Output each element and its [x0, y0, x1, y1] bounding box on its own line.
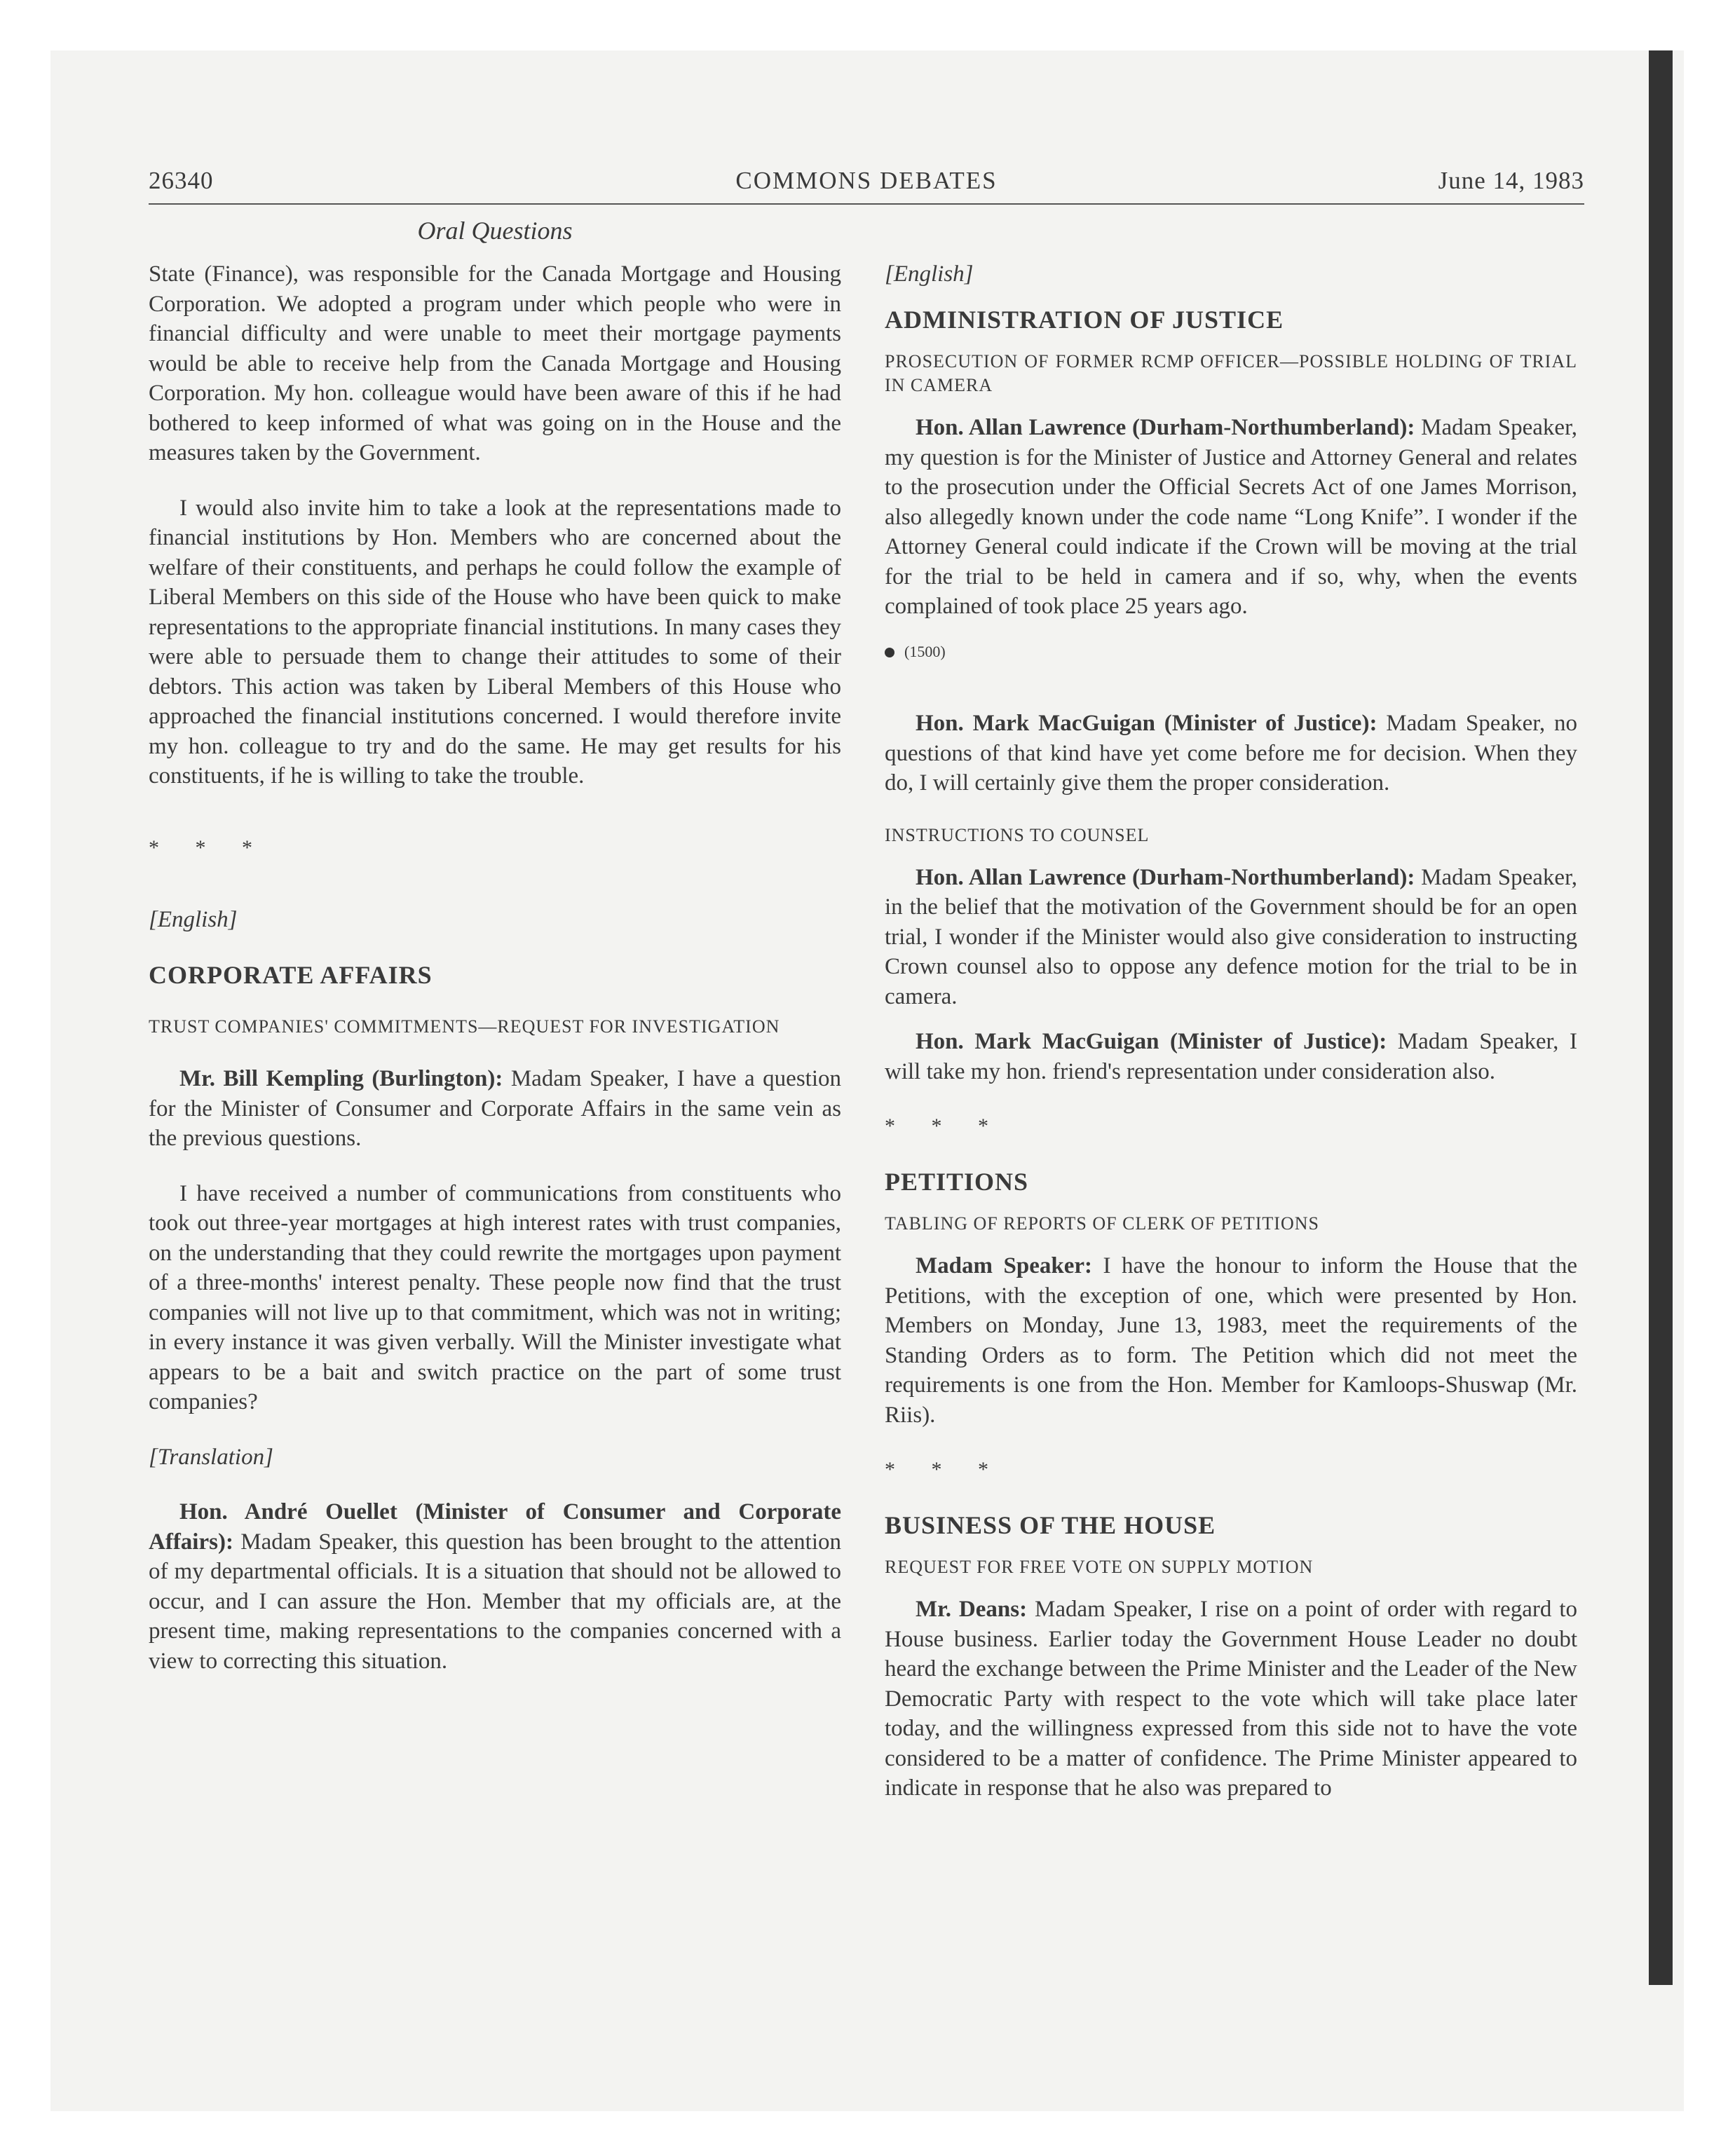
time-marker-text: (1500)	[904, 642, 946, 660]
speech-paragraph	[149, 1497, 841, 1676]
speech-paragraph	[885, 1251, 1577, 1430]
section-separator: * * *	[885, 1458, 1004, 1481]
speaker-name: Mr. Bill Kempling (Burlington):	[179, 1066, 503, 1091]
running-header	[149, 167, 1584, 205]
speech-text: Madam Speaker, no questions of that kind have yet come before me for decision. When they do, I will certainly give them the proper consideration.	[885, 711, 1577, 796]
speech-paragraph	[885, 709, 1577, 798]
section-heading: BUSINESS OF THE HOUSE	[885, 1510, 1216, 1539]
right-column	[885, 259, 1577, 1803]
speech-paragraph	[885, 863, 1577, 1012]
speaker-name: Hon. Mark MacGuigan (Minister of Justice):	[916, 711, 1377, 736]
speech-text: Madam Speaker, this question has been brought to the attention of my departmental officials. It is a situation that should not be allowed to occur, and I can assure the Hon. Member that my officials are, at the present time, making representations to the companies concerned with a view to correcting this situation.	[149, 1529, 841, 1674]
speaker-name: Hon. André Ouellet (Minister of Consumer and Corporate Affairs):	[149, 1499, 841, 1555]
page-number: 26340	[149, 167, 214, 194]
section-separator: * * *	[149, 835, 268, 859]
speech-text: Madam Speaker, in the belief that the motivation of the Government should be for an open trial, I wonder if the Minister would also give consideration to instructing Crown counsel also to oppose any defence motion for the trial to be in camera.	[885, 864, 1577, 1009]
speech-paragraph	[149, 1064, 841, 1154]
subheading: PROSECUTION OF FORMER RCMP OFFICER—POSSIBLE HOLDING OF TRIAL IN CAMERA	[885, 351, 1577, 395]
publication-date: June 14, 1983	[1438, 167, 1584, 194]
subheading: TRUST COMPANIES' COMMITMENTS—REQUEST FOR INVESTIGATION	[149, 1016, 780, 1037]
paragraph: I have received a number of communications from constituents who took out three-year mortgages at high interest rates with trust companies, on the understanding that they could rewrite the mortgages upon payment of a three-months' interest penalty. These people now find that the trust companies will not live up to that commitment, which was not in writing; in every instance it was given verbally. Will the Minister investigate what appears to be a bait and switch practice on the part of some trust companies?	[149, 1180, 841, 1414]
speech-text: Madam Speaker, my question is for the Minister of Justice and Attorney General and relates to the prosecution under the Official Secrets Act of one James Morrison, also allegedly known under the code name “Long Knife”. I wonder if the Attorney General could indicate if the Crown will be moving at the trial for the trial to be held in camera and if so, why, when the events complained of took place 25 years ago.	[885, 415, 1577, 619]
speech-text: I have the honour to inform the House that the Petitions, with the exception of one, which were presented by Hon. Members on Monday, June 13, 1983, meet the requirements of the Standing Orders as to form. The Petition which did not meet the requirements is one from the Hon. Member for Kamloops-Shuswap (Mr. Riis).	[885, 1253, 1577, 1428]
section-heading: CORPORATE AFFAIRS	[149, 960, 433, 989]
section-separator: * * *	[885, 1114, 1004, 1138]
speech-text: Madam Speaker, I have a question for the Minister of Consumer and Corporate Affairs in the same vein as the previous questions.	[149, 1066, 842, 1151]
section-title: Oral Questions	[417, 217, 573, 245]
subheading: REQUEST FOR FREE VOTE ON SUPPLY MOTION	[885, 1557, 1314, 1577]
subheading: INSTRUCTIONS TO COUNSEL	[885, 824, 1150, 845]
speech-paragraph	[885, 1027, 1577, 1086]
language-note: [English]	[885, 261, 974, 287]
speaker-name: Hon. Mark MacGuigan (Minister of Justice):	[916, 1029, 1387, 1054]
section-heading: PETITIONS	[885, 1167, 1029, 1196]
speech-paragraph	[885, 1595, 1577, 1803]
speech-text: Madam Speaker, I rise on a point of order with regard to House business. Earlier today the Government House Leader no doubt heard the exchange between the Prime Minister and the Leader of the New Democratic Party with respect to the vote which will take place later today, and the willingness expressed from this side not to have the vote considered to be a matter of confidence. The Prime Minister appeared to indicate in response that he also was prepared to	[885, 1597, 1577, 1801]
paragraph: State (Finance), was responsible for the Canada Mortgage and Housing Corporation. We adopted a program under which people who were in financial difficulty and were unable to meet their mortgage payments would be able to receive help from the Canada Mortgage and Housing Corporation. My hon. colleague would have been aware of this if he had bothered to keep informed of what was going on in the House and the measures taken by the Government.	[149, 261, 841, 465]
speaker-name: Hon. Allan Lawrence (Durham-Northumberland):	[916, 415, 1415, 440]
speech-text: Madam Speaker, I will take my hon. friend's representation under consideration also.	[885, 1029, 1577, 1084]
language-note: [Translation]	[149, 1444, 273, 1470]
bullet-dot-icon	[885, 648, 894, 657]
left-column	[149, 259, 841, 1676]
page-edge-shadow	[1649, 50, 1673, 1985]
time-marker	[885, 637, 1577, 667]
speech-paragraph	[885, 413, 1577, 622]
speaker-name: Madam Speaker:	[916, 1253, 1092, 1278]
publication-title: COMMONS DEBATES	[735, 167, 998, 194]
section-heading: ADMINISTRATION OF JUSTICE	[885, 305, 1284, 334]
speaker-name: Mr. Deans:	[916, 1597, 1028, 1622]
subheading: TABLING OF REPORTS OF CLERK OF PETITIONS	[885, 1213, 1319, 1234]
speaker-name: Hon. Allan Lawrence (Durham-Northumberland):	[916, 864, 1415, 890]
language-note: [English]	[149, 907, 238, 932]
paragraph: I would also invite him to take a look at the representations made to financial institutions by Hon. Members who are concerned about the welfare of their constituents, and perhaps he could follow the example of Liberal Members on this side of the House who have been quick to make representations to the appropriate financial institutions. In many cases they were able to persuade them to change their attitudes to some of their debtors. This action was taken by Liberal Members of this House who approached the financial institutions concerned. I would therefore invite my hon. colleague to try and do the same. He may get results for his constituents, if he is willing to take the trouble.	[149, 495, 841, 789]
